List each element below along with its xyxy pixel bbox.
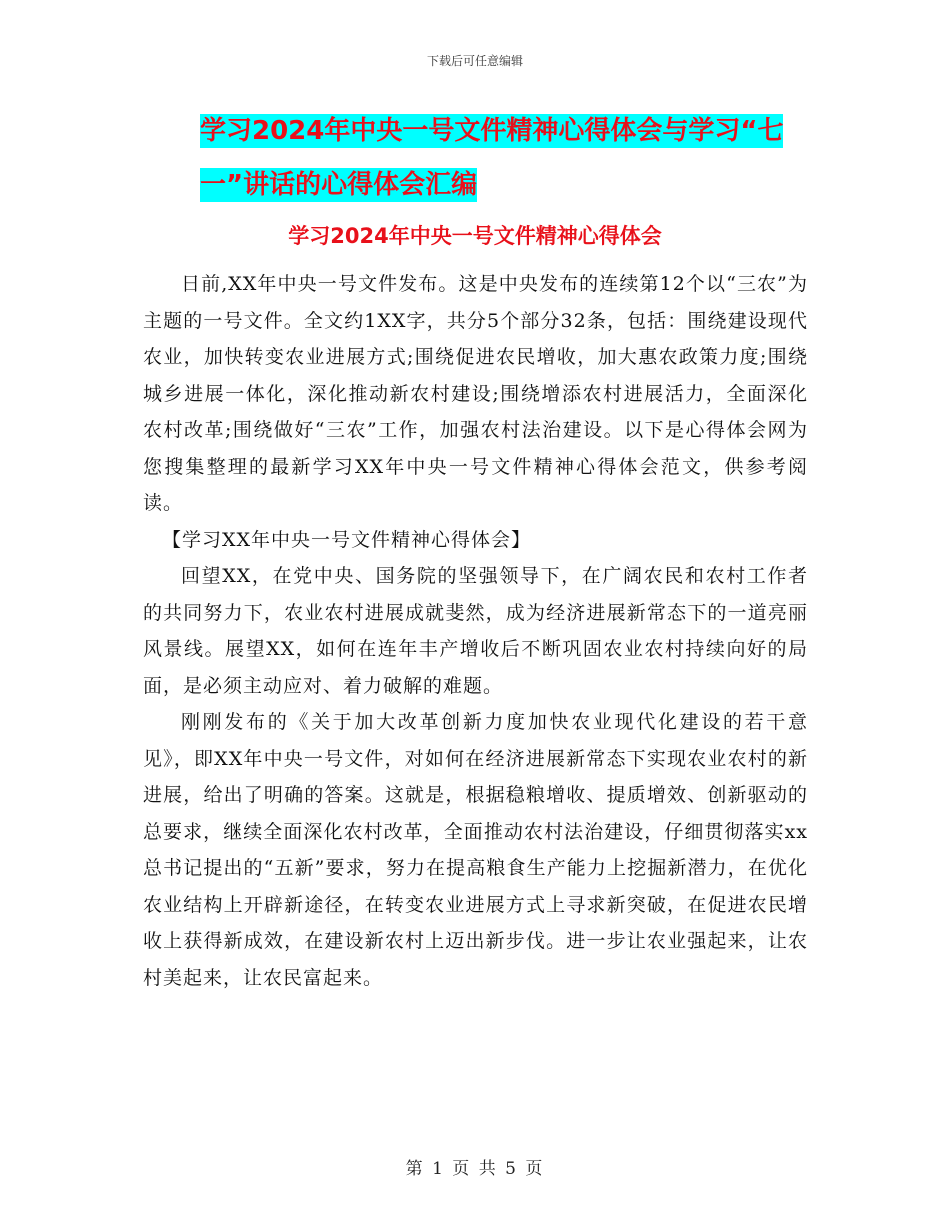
- paragraph-heading: 【学习XX年中央一号文件精神心得体会】: [162, 528, 532, 551]
- paragraph-intro: 日前,XX年中央一号文件发布。这是中央发布的连续第12个以“三农”为主题的一号文件。全文约1XX字，共分5个部分32条，包括：围绕建设现代农业，加快转变农业进展方式;围绕促进农民增收，加大惠农政策力度;围绕城乡进展一体化，深化推动新农村建设;围绕增添农村进展活力，全面深化农村改革;围绕做好“三农”工作，加强农村法治建设。以下是心得体会网为您搜集整理的最新学习XX年中央一号文件精神心得体会范文，供参考阅读。: [143, 273, 808, 514]
- paragraph-document: 刚刚发布的《关于加大改革创新力度加快农业现代化建设的若干意见》，即XX年中央一号文件，对如何在经济进展新常态下实现农业农村的新进展，给出了明确的答案。这就是，根据稳粮增收、提质增效、创新驱动的总要求，继续全面深化农村改革，全面推动农村法治建设，仔细贯彻落实xx总书记提出的“五新”要求，努力在提高粮食生产能力上挖掘新潜力，在优化农业结构上开辟新途径，在转变农业进展方式上寻求新突破，在促进农民增收上获得新成效，在建设新农村上迈出新步伐。进一步让农业强起来，让农村美起来，让农民富起来。: [143, 711, 808, 989]
- header-note: 下载后可任意编辑: [426, 54, 523, 68]
- title-line-1-text: 学习2024年中央一号文件精神心得体会与学习“七: [200, 116, 784, 146]
- document-title: [200, 104, 800, 212]
- paragraph-review: 回望XX，在党中央、国务院的坚强领导下，在广阔农民和农村工作者的共同努力下，农业农村进展成就斐然，成为经济进展新常态下的一道亮丽风景线。展望XX，如何在连年丰产增收后不断巩固农业农村持续向好的局面，是必须主动应对、着力破解的难题。: [143, 565, 808, 697]
- title-line-2-text: 一”讲话的心得体会汇编: [200, 170, 478, 200]
- title-line-1: [200, 104, 800, 158]
- body-text: [143, 266, 808, 996]
- title-line-2: [200, 158, 800, 212]
- page-footer: 第 1 页 共 5 页: [405, 1159, 545, 1179]
- section-title: 学习2024年中央一号文件精神心得体会: [288, 224, 662, 248]
